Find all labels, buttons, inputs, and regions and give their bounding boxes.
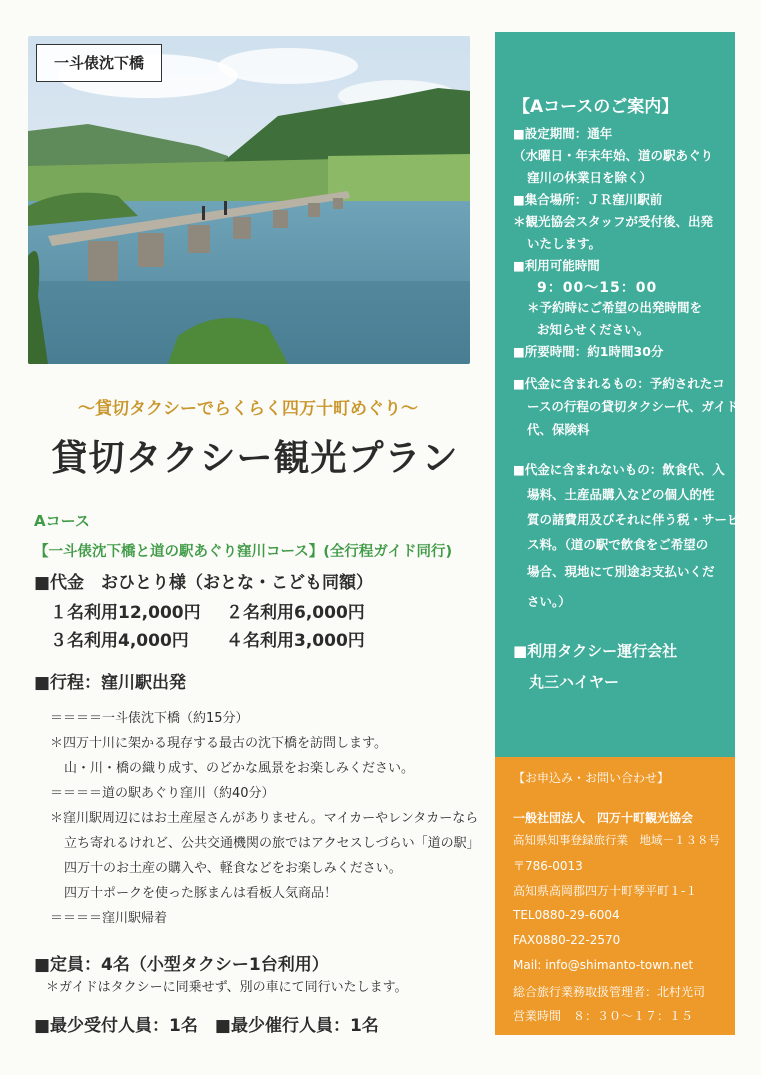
itinerary-line: ＝＝＝＝一斗俵沈下橋（約15分） <box>50 711 249 726</box>
guide-line: いたします。 <box>527 236 602 251</box>
price-3-person: ３名利用4,000円 <box>50 631 189 651</box>
plan-subtitle: 〜貸切タクシーでらくらく四万十町めぐり〜 <box>78 399 418 419</box>
guide-line: 場料、土産品購入などの個人的性 <box>527 487 715 502</box>
itinerary-line: ＊四万十川に架かる現存する最古の沈下橋を訪問します。 <box>50 736 387 751</box>
bridge-photo <box>28 36 470 364</box>
itinerary-line: ＝＝＝＝道の駅あぐり窪川（約40分） <box>50 786 275 801</box>
guide-line: お知らせください。 <box>537 322 650 337</box>
guide-line: ■所要時間：約1時間30分 <box>513 344 664 359</box>
guide-line: ■代金に含まれるもの：予約されたコ <box>513 376 725 391</box>
guide-line: ＊予約時にご希望の出発時間を <box>527 300 703 315</box>
price-1-person: １名利用12,000円 <box>50 603 201 623</box>
itinerary-heading: ■行程：窪川駅出発 <box>34 673 187 693</box>
guide-line: 場合、現地にて別途お支払いくだ <box>527 564 715 579</box>
course-full-name: 【一斗俵沈下橋と道の駅あぐり窪川コース】(全行程ガイド同行) <box>34 544 453 560</box>
contact-heading: 【お申込み・お問い合わせ】 <box>513 771 670 785</box>
taxi-company-name: 丸三ハイヤー <box>529 673 620 691</box>
itinerary-line: 山・川・橋の織り成す、のどかな風景をお楽しみください。 <box>64 761 414 776</box>
guide-line: 窪川の休業日を除く） <box>527 170 653 185</box>
itinerary-line: 立ち寄れるけれど、公共交通機関の旅ではアクセスしづらい「道の駅」 <box>64 836 480 851</box>
contact-phone: TEL0880-29-6004 <box>513 908 620 922</box>
guide-line: ■設定期間：通年 <box>513 126 613 141</box>
contact-email: Mail: info@shimanto-town.net <box>513 958 694 972</box>
itinerary-line: ＊窪川駅周辺にはお土産屋さんがありません。マイカーやレンタカーなら <box>50 811 479 826</box>
available-hours: 9：00〜15：00 <box>537 280 658 296</box>
guide-line: ■集合場所：ＪＲ窪川駅前 <box>513 192 663 207</box>
taxi-company-heading: ■利用タクシー運行会社 <box>513 642 678 660</box>
contact-registration: 高知県知事登録旅行業 地域－１３８号 <box>513 833 720 847</box>
guide-line: 代、保険料 <box>527 422 590 437</box>
guide-line: さい。） <box>527 594 571 609</box>
guide-line: ースの行程の貸切タクシー代、ガイド <box>527 399 739 414</box>
course-name: Aコース <box>34 512 90 530</box>
photo-caption-label: 一斗俵沈下橋 <box>36 44 162 82</box>
plan-title: 貸切タクシー観光プラン <box>51 438 459 479</box>
guide-panel-heading: 【Aコースのご案内】 <box>513 97 679 117</box>
contact-fax: FAX0880-22-2570 <box>513 933 621 947</box>
guide-line: ス料。（道の駅で飲食をご希望の <box>527 537 709 552</box>
bridge-photo-illustration <box>28 36 470 364</box>
minimum-participants: ■最少受付人員：1名 ■最少催行人員：1名 <box>34 1016 379 1036</box>
contact-address: 高知県高岡郡四万十町琴平町１-１ <box>513 884 698 898</box>
price-row <box>50 626 402 651</box>
guide-line: 質の諸費用及びそれに伴う税・サービ <box>527 512 740 527</box>
capacity-heading: ■定員：4名（小型タクシー1台利用） <box>34 955 329 975</box>
capacity-note: ＊ガイドはタクシーに同乗せず、別の車にて同行いたします。 <box>46 980 408 995</box>
guide-line: ＊観光協会スタッフが受付後、出発 <box>513 214 714 229</box>
price-4-person: ４名利用3,000円 <box>226 631 365 651</box>
contact-organization: 一般社団法人 四万十町観光協会 <box>513 811 694 825</box>
guide-line: ■代金に含まれないもの：飲食代、入 <box>513 462 725 477</box>
price-heading: ■代金 おひとり様（おとな・こども同額） <box>34 573 374 593</box>
guide-line: ■利用可能時間 <box>513 258 600 273</box>
contact-manager: 総合旅行業務取扱管理者：北村光司 <box>513 985 706 999</box>
price-2-person: ２名利用6,000円 <box>226 603 365 623</box>
guide-line: （水曜日・年末年始、道の駅あぐり <box>513 148 714 163</box>
itinerary-line: 四万十ポークを使った豚まんは看板人気商品！ <box>64 886 338 901</box>
itinerary-line: 四万十のお土産の購入や、軽食などをお楽しみください。 <box>64 861 402 876</box>
contact-business-hours: 営業時間 ８：３０〜１７：１５ <box>513 1009 694 1023</box>
itinerary-line: ＝＝＝＝窪川駅帰着 <box>50 911 168 926</box>
contact-postal-code: 〒786-0013 <box>513 859 583 873</box>
price-row <box>50 598 402 623</box>
